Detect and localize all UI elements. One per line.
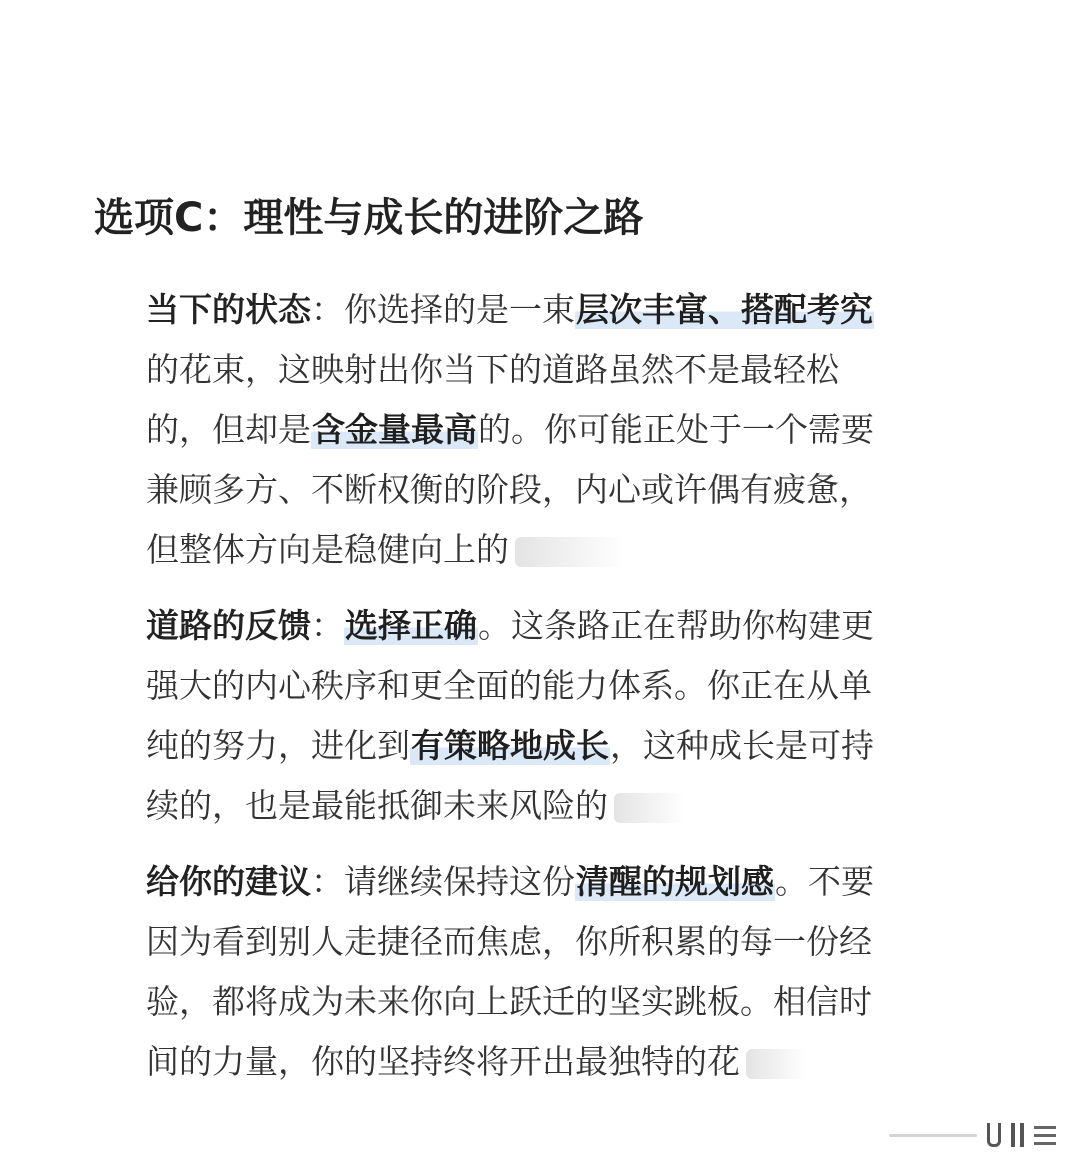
faded-text-overlay: [614, 793, 684, 823]
text-line: [146, 776, 986, 836]
text-line: [146, 596, 986, 656]
section-road-feedback: [146, 596, 986, 836]
highlight-text: 含金量最高: [312, 410, 477, 449]
text-line: [146, 912, 986, 972]
cup-icon[interactable]: [987, 1123, 1001, 1147]
page-title: 选项C：理性与成长的进阶之路: [94, 195, 644, 241]
text-segment: 因为看到别人走捷径而焦虑，你所积累的每一份经: [146, 922, 872, 961]
section-label: 道路的反馈: [146, 606, 311, 645]
text-segment: 的，但却是: [146, 410, 311, 449]
text-line: [146, 972, 986, 1032]
highlight-text: 层次丰富、搭配考究: [576, 290, 873, 329]
section-current-state: [146, 280, 986, 580]
text-segment: ：你选择的是一束: [311, 290, 575, 329]
text-segment: 验，都将成为未来你向上跃迁的坚实跳板。相信时: [146, 982, 872, 1021]
highlight-text: 有策略地成长: [411, 726, 609, 765]
text-segment: ，这种成长是可持: [610, 726, 874, 765]
text-line: [146, 716, 986, 776]
text-segment: 。不要: [775, 862, 874, 901]
section-advice: [146, 852, 986, 1092]
text-line: [146, 656, 986, 716]
text-line: [146, 520, 986, 580]
faded-text-overlay: [746, 1049, 806, 1079]
text-line: [146, 1032, 986, 1092]
section-label: 给你的建议: [146, 862, 311, 901]
text-line: [146, 852, 986, 912]
text-line: [146, 280, 986, 340]
text-segment: 强大的内心秩序和更全面的能力体系。你正在从单: [146, 666, 872, 705]
text-segment: 但整体方向是稳健向上的: [146, 530, 509, 569]
faded-text-overlay: [515, 537, 625, 567]
menu-icon[interactable]: [1034, 1126, 1056, 1145]
scroll-indicator: [889, 1134, 977, 1137]
text-segment: 的。你可能正处于一个需要: [478, 410, 874, 449]
text-line: [146, 400, 986, 460]
section-label: 当下的状态: [146, 290, 311, 329]
text-segment: ：请继续保持这份: [311, 862, 575, 901]
highlight-text: 选择正确: [345, 606, 477, 645]
text-segment: ：: [311, 606, 344, 645]
text-segment: 。这条路正在帮助你构建更: [478, 606, 874, 645]
pause-icon[interactable]: [1011, 1123, 1024, 1147]
text-segment: 纯的努力，进化到: [146, 726, 410, 765]
text-segment: 续的，也是最能抵御未来风险的: [146, 786, 608, 825]
text-segment: 的花束，这映射出你当下的道路虽然不是最轻松: [146, 350, 839, 389]
text-segment: 兼顾多方、不断权衡的阶段，内心或许偶有疲惫，: [146, 470, 872, 509]
bottom-toolbar: [889, 1120, 1056, 1150]
text-line: [146, 340, 986, 400]
text-line: [146, 460, 986, 520]
highlight-text: 清醒的规划感: [576, 862, 774, 901]
text-segment: 间的力量，你的坚持终将开出最独特的花: [146, 1042, 740, 1081]
